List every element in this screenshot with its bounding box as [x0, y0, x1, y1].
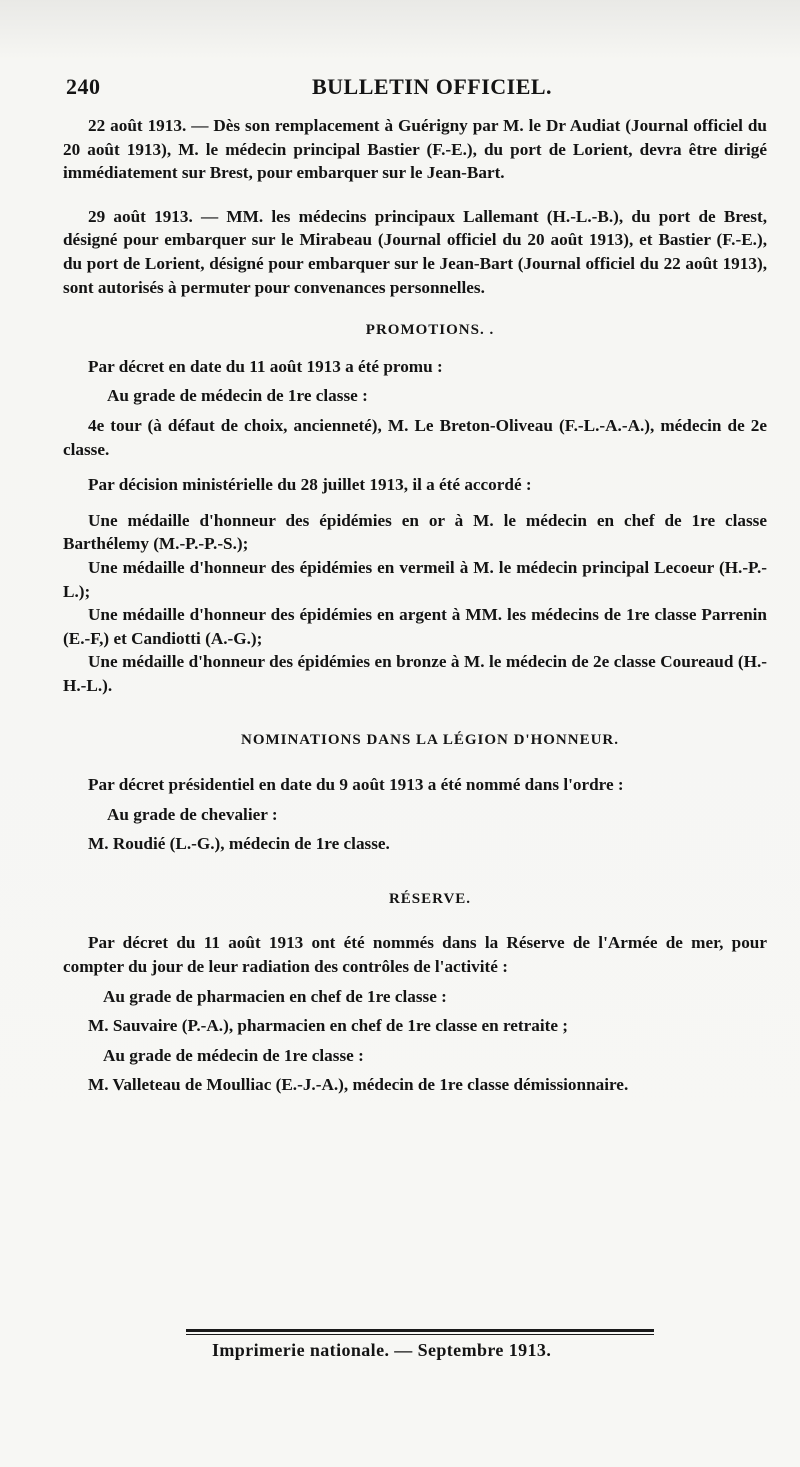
medal-bronze: Une médaille d'honneur des épidémies en bronze à M. le médecin de 2e classe Coureaud (H.-H.-L.).	[63, 652, 767, 695]
heading-reserve: RÉSERVE.	[388, 890, 472, 907]
reserve-decree: Par décret du 11 août 1913 ont été nommés dans la Réserve de l'Armée de mer, pour compter du jour de leur radiation des contrôles de l'activité :	[63, 933, 767, 977]
reserve-entry-valleteau: M. Valleteau de Moulliac (E.-J.-A.), médecin de 1re classe démissionnaire.	[88, 1075, 629, 1095]
heading-legion-honneur: NOMINATIONS DANS LA LÉGION D'HONNEUR.	[240, 732, 619, 749]
reserve-entry-sauvaire: M. Sauvaire (P.-A.), pharmacien en chef de 1re classe en retraite ;	[88, 1016, 569, 1036]
page-number: 240	[66, 74, 101, 99]
medal-vermeil: Une médaille d'honneur des épidémies en vermeil à M. le médecin principal Lecoeur (H.-P.-L.);	[63, 557, 767, 601]
promotions-grade: Au grade de médecin de 1re classe :	[107, 386, 368, 406]
promotions-decree: Par décret en date du 11 août 1913 a été promu :	[88, 356, 443, 376]
page-body	[63, 114, 767, 1097]
footer-rule-thick	[186, 1329, 654, 1332]
footer-rule-thin	[186, 1334, 654, 1335]
medal-silver: Une médaille d'honneur des épidémies en argent à MM. les médecins de 1re classe Parrenin (E.-F,) et Candiotti (A.-G.);	[63, 605, 767, 648]
imprint-line: Imprimerie nationale. — Septembre 1913.	[212, 1340, 552, 1360]
reserve-grade-pharmacien: Au grade de pharmacien en chef de 1re classe :	[103, 986, 447, 1006]
legion-entry: M. Roudié (L.-G.), médecin de 1re classe.	[88, 834, 390, 854]
reserve-grade-medecin: Au grade de médecin de 1re classe :	[103, 1045, 364, 1065]
promotions-decision: Par décision ministérielle du 28 juillet 1913, il a été accordé :	[88, 475, 532, 495]
paragraph-22-aout: 22 août 1913. — Dès son remplacement à Guérigny par M. le Dr Audiat (Journal officiel du 20 août 1913), M. le médecin principal Bastier (F.-E.), du port de Lorient, devra être dirigé immédiatement sur Brest, pour embarquer sur le Jean-Bart.	[63, 116, 767, 183]
legion-grade: Au grade de chevalier :	[107, 804, 278, 824]
paragraph-29-aout: 29 août 1913. — MM. les médecins principaux Lallemant (H.-L.-B.), du port de Brest, désigné pour embarquer sur le Mirabeau (Journal officiel du 20 août 1913), et Bastier (F.-E.), du port de Lorient, désigné pour embarquer sur le Jean-Bart (Journal officiel du 22 août 1913), sont autorisés à permuter pour convenances personnelles.	[63, 206, 767, 297]
heading-promotions: PROMOTIONS. .	[365, 322, 495, 339]
promotions-entry: 4e tour (à défaut de choix, ancienneté), M. Le Breton-Oliveau (F.-L.-A.-A.), médecin de 2e classe.	[63, 415, 767, 459]
legion-decree: Par décret présidentiel en date du 9 août 1913 a été nommé dans l'ordre :	[88, 775, 624, 795]
page-header	[64, 74, 754, 106]
medal-gold: Une médaille d'honneur des épidémies en or à M. le médecin en chef de 1re classe Barthélemy (M.-P.-P.-S.);	[63, 510, 767, 554]
running-title: BULLETIN OFFICIEL.	[312, 74, 553, 99]
